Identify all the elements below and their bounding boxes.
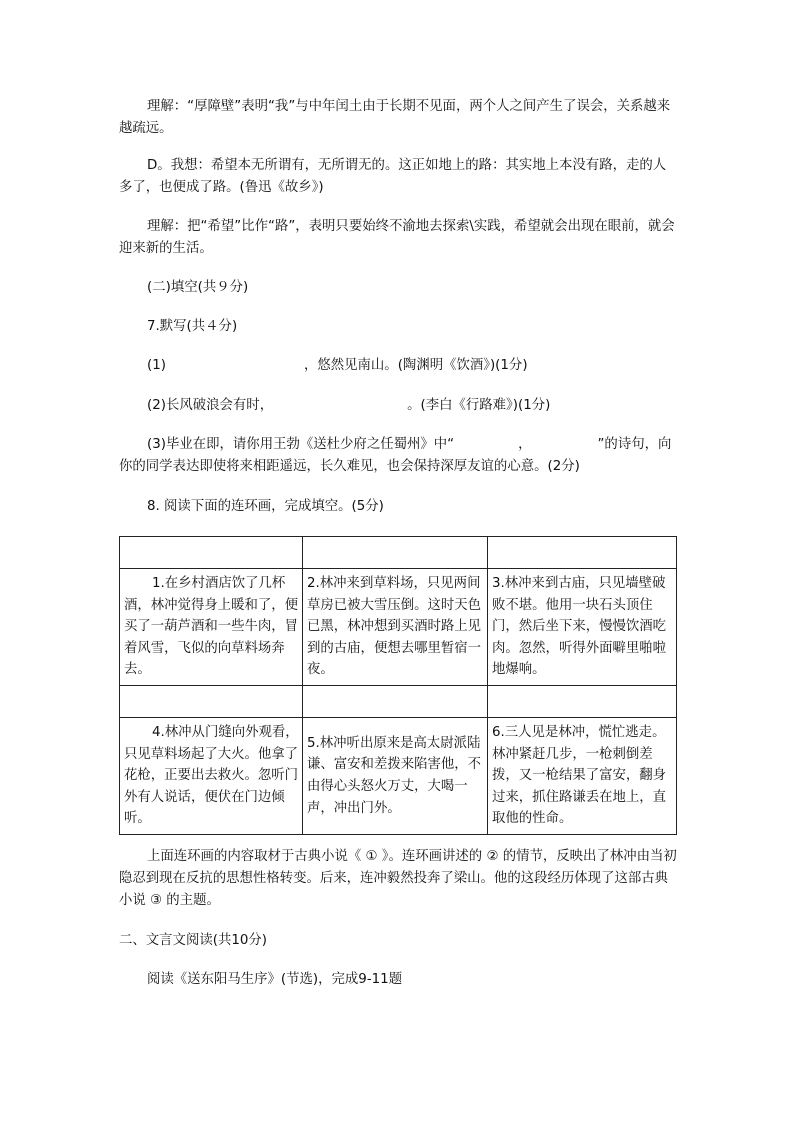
comic-image-cell-3 [488, 537, 677, 569]
comic-image-cell-6 [488, 686, 677, 718]
comic-text-row-2 [120, 718, 677, 835]
comic-caption-3: 3.林冲来到古庙，只见墙壁破败不堪。他用一块石头顶住门，然后坐下来，慢慢饮酒吃肉。忽然，听得外面噼里啪啦地爆响。 [488, 569, 677, 686]
section-fill-blank-heading: (二)填空(共９分) [147, 280, 249, 295]
q2-suffix: 。(李白《行路难》)(1分) [407, 398, 551, 413]
comic-caption-4: 4.林冲从门缝向外观看，只见草料场起了大火。他拿了花枪，正要出去救火。忽听门外有人说话，便伏在门边倾听。 [120, 718, 303, 835]
paragraph-comic-questions: 上面连环画的内容取材于古典小说《 ① 》。连环画讲述的 ② 的情节，反映出了林冲由当初隐忍到现在反抗的思想性格转变。后来，连冲毅然投奔了梁山。他的这段经历体现了这部古典小说 ③ 的主题。 [119, 849, 677, 908]
comic-image-cell-2 [303, 537, 488, 569]
question-7-1 [119, 355, 679, 377]
question-7-heading: 7.默写(共４分) [147, 319, 238, 334]
comic-image-cell-5 [303, 686, 488, 718]
comic-image-cell-4 [120, 686, 303, 718]
q1-prefix: (1) [147, 358, 166, 373]
comic-image-cell-1 [120, 537, 303, 569]
comic-caption-6: 6.三人见是林冲，慌忙逃走。林冲紧赶几步，一枪刺倒差拨，又一枪结果了富安，翻身过来，抓住路谦丢在地上，直取他的性命。 [488, 718, 677, 835]
q3-part-b: ， [518, 437, 532, 452]
question-7-2 [119, 395, 679, 417]
paragraph-understanding-1: 理解：“厚障壁”表明“我”与中年闰土由于长期不见面，两个人之间产生了误会，关系越来越疏远。 [119, 99, 671, 136]
question-8-heading: 8. 阅读下面的连环画，完成填空。(5分) [147, 499, 384, 514]
reading-prompt: 阅读《送东阳马生序》(节选)，完成9-11题 [147, 972, 403, 987]
comic-text-row-1 [120, 569, 677, 686]
q3-part-c: ”的诗句，向你的同学表达即使将来相距遥远，长久难见，也会保持深厚友谊的心意。(2分) [119, 437, 672, 474]
q3-part-a: (3)毕业在即，请你用王勃《送杜少府之任蜀州》中“ [147, 437, 455, 452]
paragraph-understanding-2: 理解：把“希望”比作“路”，表明只要始终不渝地去探索\实践，希望就会出现在眼前，就会迎来新的生活。 [119, 219, 675, 256]
comic-caption-1: 1.在乡村酒店饮了几杯酒，林冲觉得身上暖和了，便买了一葫芦酒和一些牛肉，冒着风雪，飞似的向草料场奔去。 [120, 569, 303, 686]
q2-prefix: (2)长风破浪会有时， [147, 398, 274, 413]
section-classical-chinese-heading: 二、文言文阅读(共10分) [119, 933, 268, 948]
paragraph-option-d: D。我想：希望本无所谓有，无所谓无的。这正如地上的路：其实地上本没有路，走的人多了，也便成了路。(鲁迅《故乡》) [119, 158, 667, 195]
comic-image-row-2 [120, 686, 677, 718]
q1-suffix: ，悠然见南山。(陶渊明《饮酒》)(1分) [303, 358, 528, 373]
comic-strip-table [119, 536, 677, 835]
comic-image-row-1 [120, 537, 677, 569]
question-7-3 [119, 434, 679, 478]
comic-caption-5: 5.林冲听出原来是高太尉派陆谦、富安和差拨来陷害他，不由得心头怒火万丈，大喝一声，冲出门外。 [303, 718, 488, 835]
comic-caption-2: 2.林冲来到草料场，只见两间草房已被大雪压倒。这时天色已黑，林冲想到买酒时路上见到的古庙，便想去哪里暂宿一夜。 [303, 569, 488, 686]
